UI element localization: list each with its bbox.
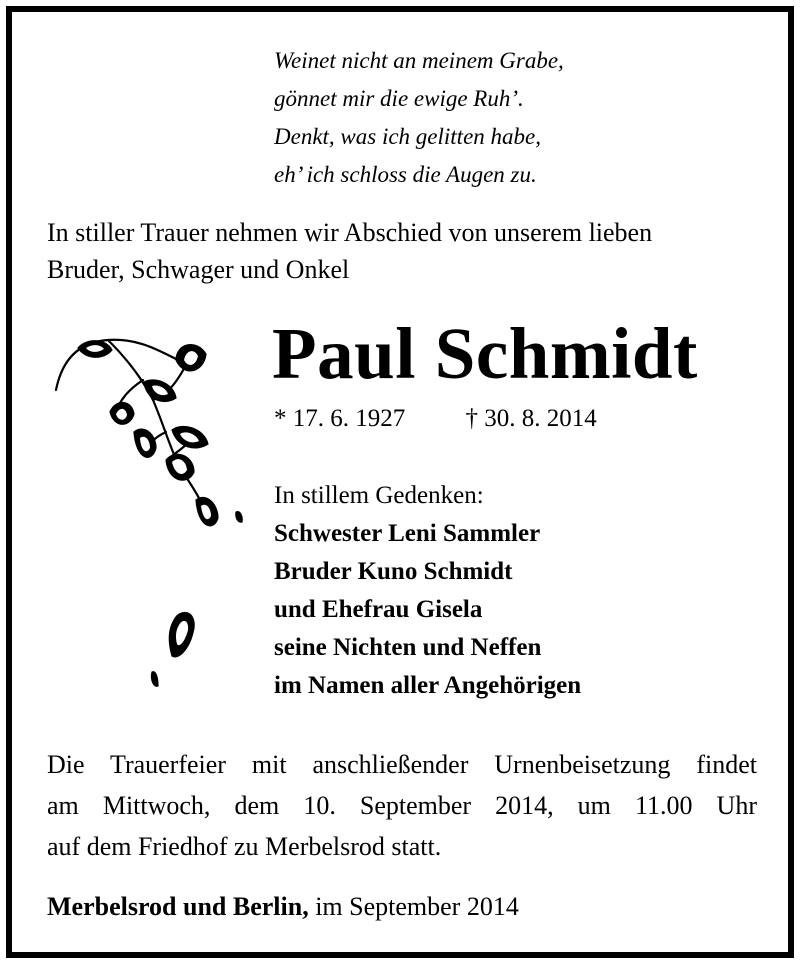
birth-date: * 17. 6. 1927 — [274, 405, 406, 432]
poem-line: Weinet nicht an meinem Grabe, — [274, 48, 564, 73]
mourners-block — [274, 477, 581, 705]
intro-line: In stiller Trauer nehmen wir Abschied von unserem lieben — [47, 218, 653, 247]
mourner-line: Bruder Kuno Schmidt — [274, 558, 513, 585]
intro-line: Bruder, Schwager und Onkel — [47, 255, 350, 284]
mourner-line: Schwester Leni Sammler — [274, 520, 541, 547]
mourners-heading: In stillem Gedenken: — [274, 482, 484, 509]
ceremony-line: am Mittwoch, dem 10. September 2014, um 11.00 Uhr — [47, 791, 757, 820]
closing-line — [47, 888, 519, 926]
leaf-branch-icon — [48, 320, 258, 700]
life-dates — [274, 402, 597, 436]
poem — [274, 42, 564, 194]
ceremony-line: Die Trauerfeier mit anschließender Urnenbeisetzung findet — [47, 750, 757, 779]
closing-date: im September 2014 — [315, 892, 519, 921]
mourner-line: im Namen aller Angehörigen — [274, 672, 582, 699]
poem-line: Denkt, was ich gelitten habe, — [274, 124, 541, 149]
poem-line: eh’ ich schloss die Augen zu. — [274, 162, 537, 187]
ceremony-text — [47, 744, 757, 867]
poem-line: gönnet mir die ewige Ruh’. — [274, 86, 524, 111]
deceased-name: Paul Schmidt — [272, 313, 698, 394]
mourner-line: und Ehefrau Gisela — [274, 596, 483, 623]
closing-place: Merbelsrod und Berlin, — [47, 892, 309, 921]
intro-text — [47, 214, 767, 288]
death-date: † 30. 8. 2014 — [465, 405, 597, 432]
mourner-line: seine Nichten und Neffen — [274, 634, 542, 661]
ceremony-line: auf dem Friedhof zu Merbelsrod statt. — [47, 832, 442, 861]
